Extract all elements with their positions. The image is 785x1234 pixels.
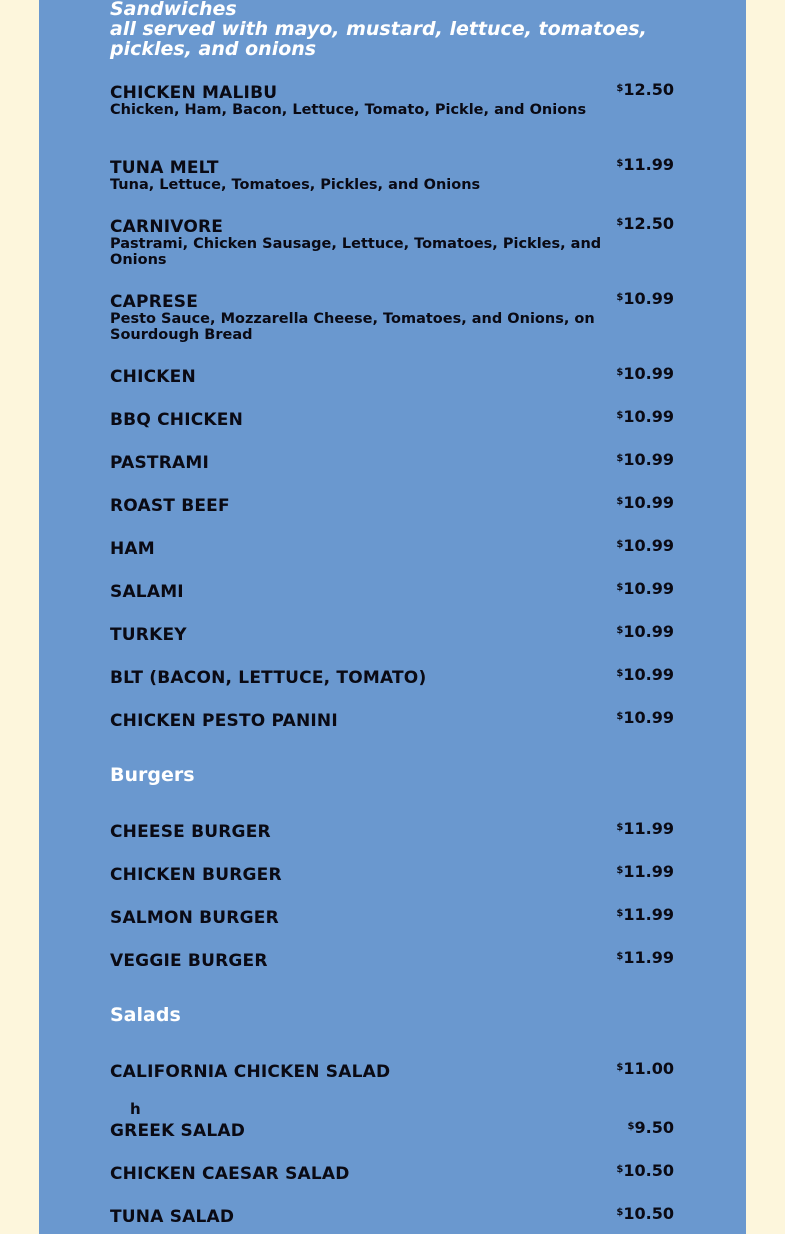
price-value: 10.50 bbox=[623, 1204, 674, 1223]
menu-item-price bbox=[616, 819, 674, 838]
currency-symbol: $ bbox=[616, 292, 624, 303]
menu-item-price bbox=[616, 622, 674, 641]
price-value: 10.99 bbox=[623, 536, 674, 555]
price-value: 9.50 bbox=[634, 1118, 674, 1137]
currency-symbol: $ bbox=[616, 158, 624, 169]
currency-symbol: $ bbox=[616, 865, 624, 876]
menu-item-price bbox=[616, 214, 674, 233]
currency-symbol: $ bbox=[616, 1164, 624, 1175]
menu-item-name: BBQ CHICKEN bbox=[110, 410, 244, 430]
menu-item-price bbox=[616, 905, 674, 924]
menu-item-price bbox=[616, 364, 674, 383]
section-title-burgers: Burgers bbox=[110, 764, 195, 786]
price-value: 10.99 bbox=[623, 450, 674, 469]
menu-item-price bbox=[616, 948, 674, 967]
menu-item-name: BLT (BACON, LETTUCE, TOMATO) bbox=[110, 668, 427, 688]
currency-symbol: $ bbox=[616, 822, 624, 833]
menu-item-name: CAPRESE bbox=[110, 292, 199, 312]
menu-item-price bbox=[616, 536, 674, 555]
currency-symbol: $ bbox=[616, 83, 624, 94]
menu-item-name: PASTRAMI bbox=[110, 453, 209, 473]
price-value: 11.00 bbox=[623, 1059, 674, 1078]
menu-item-name: SALAMI bbox=[110, 582, 184, 602]
menu-item-description: Chicken, Ham, Bacon, Lettuce, Tomato, Pickle, and Onions bbox=[110, 102, 587, 118]
currency-symbol: $ bbox=[616, 908, 624, 919]
menu-item-price bbox=[616, 155, 674, 174]
price-value: 10.99 bbox=[623, 708, 674, 727]
currency-symbol: $ bbox=[616, 668, 624, 679]
price-value: 10.99 bbox=[623, 289, 674, 308]
price-value: 11.99 bbox=[623, 819, 674, 838]
menu-item-name: CHICKEN bbox=[110, 367, 196, 387]
currency-symbol: $ bbox=[616, 1062, 624, 1073]
currency-symbol: $ bbox=[616, 217, 624, 228]
price-value: 11.99 bbox=[623, 905, 674, 924]
menu-item-price bbox=[616, 1059, 674, 1078]
menu-item-name: TURKEY bbox=[110, 625, 187, 645]
menu-item-description: Pastrami, Chicken Sausage, Lettuce, Tomatoes, Pickles, and Onions bbox=[110, 236, 602, 268]
section-subtitle-sandwiches: all served with mayo, mustard, lettuce, tomatoes, pickles, and onions bbox=[110, 18, 647, 60]
menu-item-price bbox=[616, 407, 674, 426]
section-title-salads: Salads bbox=[110, 1004, 181, 1026]
currency-symbol: $ bbox=[616, 410, 624, 421]
menu-item-price bbox=[616, 579, 674, 598]
menu-item-name: TUNA SALAD bbox=[110, 1207, 235, 1227]
menu-item-name: SALMON BURGER bbox=[110, 908, 279, 928]
currency-symbol: $ bbox=[616, 496, 624, 507]
currency-symbol: $ bbox=[616, 951, 624, 962]
menu-item-name: VEGGIE BURGER bbox=[110, 951, 268, 971]
menu-item-name: CHICKEN MALIBU bbox=[110, 83, 278, 103]
price-value: 12.50 bbox=[623, 80, 674, 99]
menu-item-name: CARNIVORE bbox=[110, 217, 224, 237]
price-value: 11.99 bbox=[623, 862, 674, 881]
currency-symbol: $ bbox=[616, 625, 624, 636]
menu-item-price bbox=[616, 1161, 674, 1180]
currency-symbol: $ bbox=[616, 1207, 624, 1218]
menu-item-name: GREEK SALAD bbox=[110, 1121, 246, 1141]
currency-symbol: $ bbox=[616, 539, 624, 550]
menu-item-description: Tuna, Lettuce, Tomatoes, Pickles, and Onions bbox=[110, 177, 481, 193]
menu-item-name: CHICKEN PESTO PANINI bbox=[110, 711, 338, 731]
price-value: 10.99 bbox=[623, 622, 674, 641]
menu-item-description: Pesto Sauce, Mozzarella Cheese, Tomatoes, and Onions, on Sourdough Bread bbox=[110, 311, 595, 343]
menu-item-price bbox=[616, 1204, 674, 1223]
currency-symbol: $ bbox=[616, 711, 624, 722]
price-value: 10.99 bbox=[623, 407, 674, 426]
price-value: 10.99 bbox=[623, 579, 674, 598]
menu-item-name: CHICKEN BURGER bbox=[110, 865, 282, 885]
currency-symbol: $ bbox=[616, 453, 624, 464]
menu-item-name: CHEESE BURGER bbox=[110, 822, 271, 842]
price-value: 10.99 bbox=[623, 665, 674, 684]
menu-item-price bbox=[616, 289, 674, 308]
menu-item-price bbox=[628, 1118, 674, 1137]
price-value: 11.99 bbox=[623, 948, 674, 967]
price-value: 10.99 bbox=[623, 493, 674, 512]
menu-item-price bbox=[616, 862, 674, 881]
menu-item-name: ROAST BEEF bbox=[110, 496, 230, 516]
stray-text: h bbox=[130, 1100, 141, 1118]
currency-symbol: $ bbox=[616, 367, 624, 378]
menu-item-price bbox=[616, 708, 674, 727]
price-value: 11.99 bbox=[623, 155, 674, 174]
menu-item-name: CALIFORNIA CHICKEN SALAD bbox=[110, 1062, 391, 1082]
currency-symbol: $ bbox=[627, 1121, 635, 1132]
menu-item-price bbox=[616, 493, 674, 512]
menu-item-price bbox=[616, 665, 674, 684]
menu-item-price bbox=[616, 80, 674, 99]
price-value: 10.50 bbox=[623, 1161, 674, 1180]
section-title-sandwiches: Sandwiches bbox=[110, 0, 237, 20]
price-value: 12.50 bbox=[623, 214, 674, 233]
menu-item-name: TUNA MELT bbox=[110, 158, 219, 178]
currency-symbol: $ bbox=[616, 582, 624, 593]
menu-item-price bbox=[616, 450, 674, 469]
menu-item-name: HAM bbox=[110, 539, 155, 559]
price-value: 10.99 bbox=[623, 364, 674, 383]
menu-item-name: CHICKEN CAESAR SALAD bbox=[110, 1164, 350, 1184]
